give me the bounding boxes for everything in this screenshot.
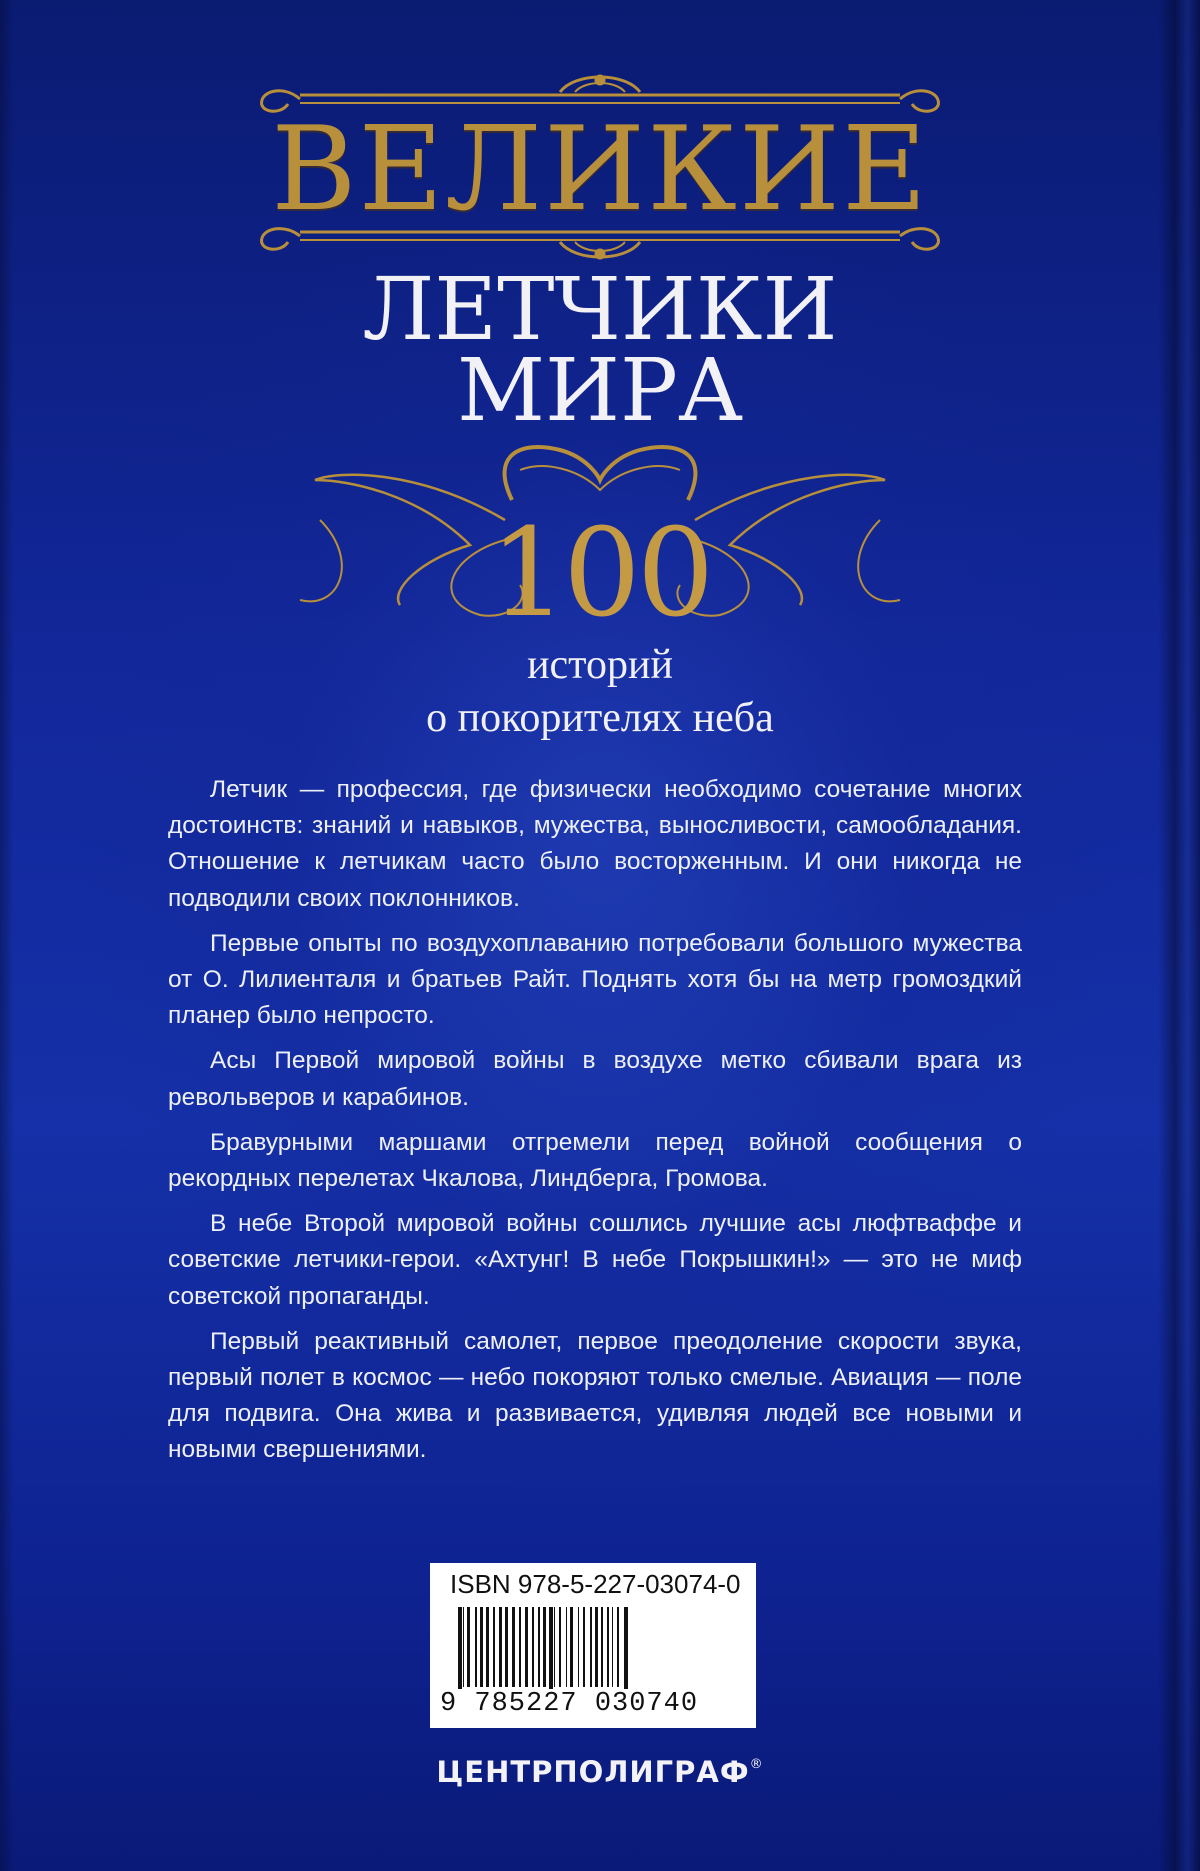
annotation-paragraph: Первый реактивный самолет, первое преодоление скорости звука, первый полет в космос — небо покоряют только смелые. Авиация — поле для подвига. Она жива и развивается, удивляя людей все новыми и новыми свершениями. xyxy=(168,1327,1022,1464)
subtitle-line-1: историй xyxy=(527,642,673,688)
barcode-digits-text: 9 785227 030740 xyxy=(440,1689,699,1719)
isbn-barcode-block xyxy=(430,1563,756,1728)
book-title-pilots: ЛЕТЧИКИ xyxy=(362,260,838,360)
annotation-paragraph: Летчик — профессия, где физически необходимо сочетание многих достоинств: знаний и навыков, мужества, выносливости, самообладания. Отношение к летчикам часто было восторженным. И они никогда не подводили своих поклонников. xyxy=(168,776,1022,912)
book-annotation xyxy=(168,772,1022,1478)
annotation-paragraph: В небе Второй мировой войны сошлись лучшие асы люфтваффе и советские летчики-герои. «Ахтунг! В небе Покрышкин!» — это не миф советской пропаганды. xyxy=(168,1210,1022,1310)
book-title-world: МИРА xyxy=(456,341,744,441)
publisher-name: ЦЕНТРПОЛИГРАФ xyxy=(436,1755,750,1789)
subtitle-line-2: о покорителях неба xyxy=(426,695,774,741)
publisher-logo xyxy=(0,1747,1200,1790)
book-title-great: ВЕЛИКИЕ xyxy=(271,102,929,237)
annotation-paragraph: Первые опыты по воздухоплаванию потребовали большого мужества от О. Лилиенталя и братьев Райт. Поднять хотя бы на метр громоздкий планер было непросто. xyxy=(168,929,1022,1030)
isbn-label: ISBN 978-5-227-03074-0 xyxy=(450,1569,741,1599)
annotation-paragraph: Асы Первой мировой войны в воздухе метко сбивали врага из револьверов и карабинов. xyxy=(168,1047,1022,1111)
annotation-paragraph: Бравурными маршами отгремели перед войной сообщения о рекордных перелетах Чкалова, Линдберга, Громова. xyxy=(168,1128,1022,1193)
registered-mark: ® xyxy=(749,1757,764,1772)
barcode-digits xyxy=(440,1689,746,1719)
series-number: 100 xyxy=(489,502,711,644)
